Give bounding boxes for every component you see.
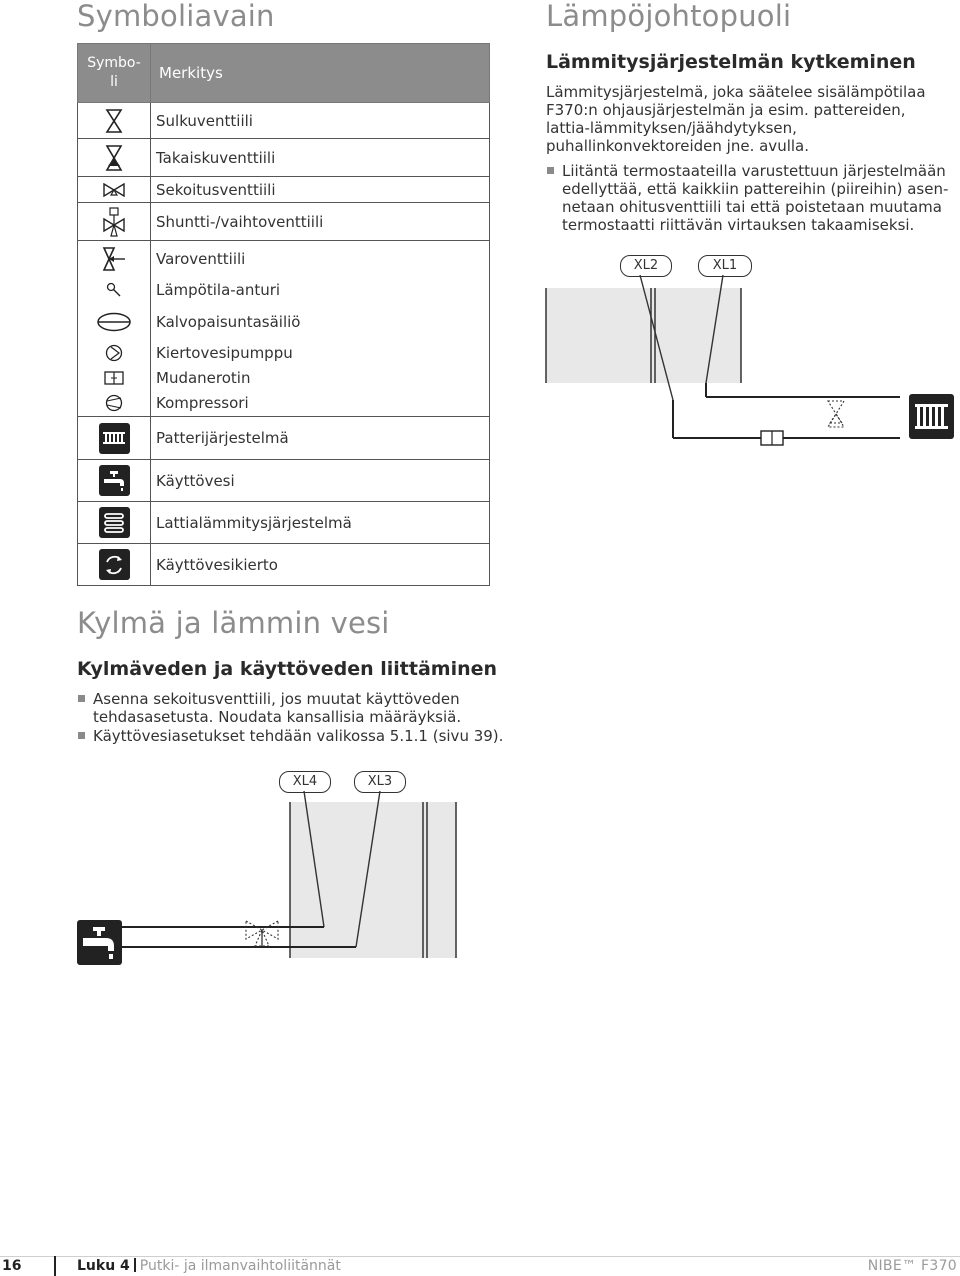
meaning-column-header: Merkitys (151, 44, 490, 103)
table-cell-label: Kompressori (151, 391, 490, 417)
symbol-key-heading: Symboliavain (77, 0, 275, 33)
table-cell-label: Lattialämmitysjärjestelmä (151, 502, 490, 544)
page-number: 16 (2, 1258, 22, 1274)
list-item: Asenna sekoitusventtiili, jos muutat käyttöveden tehdasasetusta. Noudata kansallisia määräyksiä. (77, 690, 507, 726)
footer-product: NIBE™ F370 (867, 1258, 957, 1274)
connection-label-xl1: XL1 (698, 255, 752, 277)
table-cell-label: Sekoitusventtiili (151, 177, 490, 203)
list-item: Liitäntä termostaateilla varustettuun järjestelmään edellyttää, että kaikkiin pattereihin (piireihin) asen-netaan ohitusventtiili tai että poistetaan muutama termostaatti riittävän virtauksen takaamiseksi. (546, 162, 960, 234)
symbol-column-header-text: Symbo- li (87, 55, 141, 90)
table-cell-label: Sulkuventtiili (151, 103, 490, 139)
table-cell-label: Patterijärjestelmä (151, 417, 490, 460)
heating-system-paragraph: Lämmitysjärjestelmä, joka säätelee sisälämpötilaa F370:n ohjausjärjestelmän ja esim. pattereiden, lattia-lämmityksen/jäähdytyksen, puhallinkonvektoreiden jne. avulla. (546, 83, 926, 155)
list-item: Käyttövesiasetukset tehdään valikossa 5.1.1 (sivu 39). (77, 727, 507, 745)
footer-section: Putki- ja ilmanvaihtoliitännät (139, 1258, 341, 1274)
table-cell-label: Lämpötila-anturi (151, 277, 490, 303)
water-heading: Kylmä ja lämmin vesi (77, 606, 390, 640)
table-cell-label: Takaiskuventtiili (151, 139, 490, 177)
connection-label-xl3: XL3 (354, 771, 406, 793)
water-subheading: Kylmäveden ja käyttöveden liittäminen (77, 658, 498, 680)
bypass-valve-symbol (828, 401, 844, 427)
heating-system-subheading: Lämmitysjärjestelmän kytkeminen (546, 51, 916, 73)
heating-side-heading: Lämpöjohtopuoli (546, 0, 792, 33)
table-cell-label: Shuntti-/vaihtoventtiili (151, 203, 490, 241)
footer-chapter-name: Luku 4 (77, 1258, 130, 1274)
connection-label-xl2: XL2 (620, 255, 672, 277)
page-number-bar (54, 1256, 56, 1276)
table-cell-label: Mudanerotin (151, 365, 490, 391)
table-cell-label: Kalvopaisuntasäiliö (151, 303, 490, 341)
table-cell-label: Varoventtiili (151, 241, 490, 277)
footer-chapter (77, 1257, 341, 1275)
table-cell-label: Kiertovesipumppu (151, 341, 490, 365)
footer-separator (134, 1258, 136, 1272)
radiator-system-icon (909, 394, 954, 439)
table-cell-label: Käyttövesi (151, 460, 490, 502)
table-cell-label: Käyttövesikierto (151, 544, 490, 586)
particle-filter-symbol (761, 431, 783, 445)
connection-label-xl4: XL4 (279, 771, 331, 793)
